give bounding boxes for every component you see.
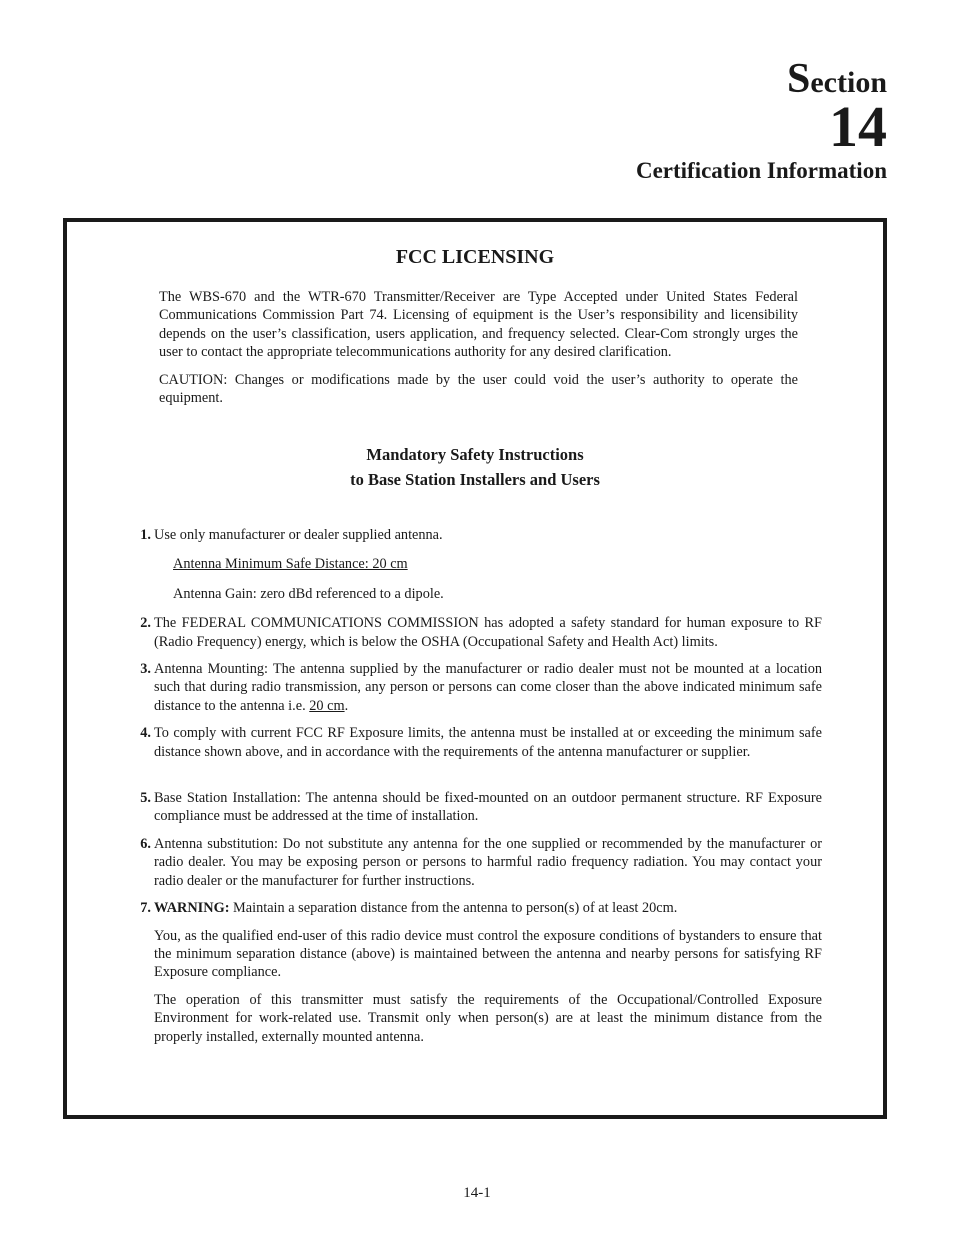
list-item: 5. Base Station Installation: The antenna should be fixed-mounted on an outdoor permanent structure. RF Exposure compliance must be addressed at the time of installation. [140,790,822,825]
list-item: 6. Antenna substitution: Do not substitute any antenna for the one supplied or recommended by the manufacturer or radio dealer. You may be exposing person or persons to harmful radio frequency radiation. You may contact your radio dealer or the manufacturer for further instructions. [140,835,822,889]
section-header [636,58,887,184]
list-item: 1. Use only manufacturer or dealer supplied antenna. [140,527,443,543]
warning-label: WARNING: [154,900,230,917]
section-label: Section [787,56,887,102]
content-box [63,218,887,1119]
intro-paragraph: The WBS-670 and the WTR-670 Transmitter/Receiver are Type Accepted under United States Federal Communications Commission Part 74. Licensing of equipment is the User’s responsibility and licensibility depends on the user’s classification, users application, and frequency selected. Clear-Com strongly urges the user to contact the appropriate telecommunications authority for any desired clarification. [159,289,798,361]
caution-paragraph: CAUTION: Changes or modifications made by the user could void the user’s authority to operate the equipment. [159,371,798,407]
fcc-heading: FCC LICENSING [395,246,555,268]
antenna-gain-note: Antenna Gain: zero dBd referenced to a dipole. [173,585,444,602]
safe-distance-note: Antenna Minimum Safe Distance: 20 cm [173,556,408,573]
intro-section [159,288,798,416]
page-number: 14-1 [463,1185,491,1201]
warning-paragraph: The operation of this transmitter must satisfy the requirements of the Occupational/Controlled Exposure Environment for work-related use. Transmit only when person(s) are at least the minimum distance from the properly installed, externally mounted antenna. [154,991,822,1045]
safety-list [131,526,822,1055]
section-number: 14 [829,94,887,159]
list-item: 2. The FEDERAL COMMUNICATIONS COMMISSION has adopted a safety standard for human exposure to RF (Radio Frequency) energy, which is below the OSHA (Occupational Safety and Health Act) limits. [140,615,822,650]
warning-paragraph: You, as the qualified end-user of this radio device must control the exposure conditions of bystanders to ensure that the minimum separation distance (above) is maintained between the antenna and nearby persons for satisfying RF Exposure compliance. [154,927,822,981]
safety-heading: Mandatory Safety Instructions to Base Station Installers and Users [350,445,600,489]
list-item: 3. Antenna Mounting: The antenna supplied by the manufacturer or radio dealer must not be mounted at a location such that during radio transmission, any person or persons can come closer than the above indicated minimum safe distance to the antenna i.e. 20 cm. [140,661,822,714]
list-item: 4. To comply with current FCC RF Exposure limits, the antenna must be installed at or exceeding the minimum safe distance shown above, and in accordance with the requirements of the antenna manufacturer or supplier. [140,725,822,760]
list-item: 7. WARNING: Maintain a separation distance from the antenna to person(s) of at least 20cm. [140,900,678,917]
page-title: Certification Information [635,158,887,183]
